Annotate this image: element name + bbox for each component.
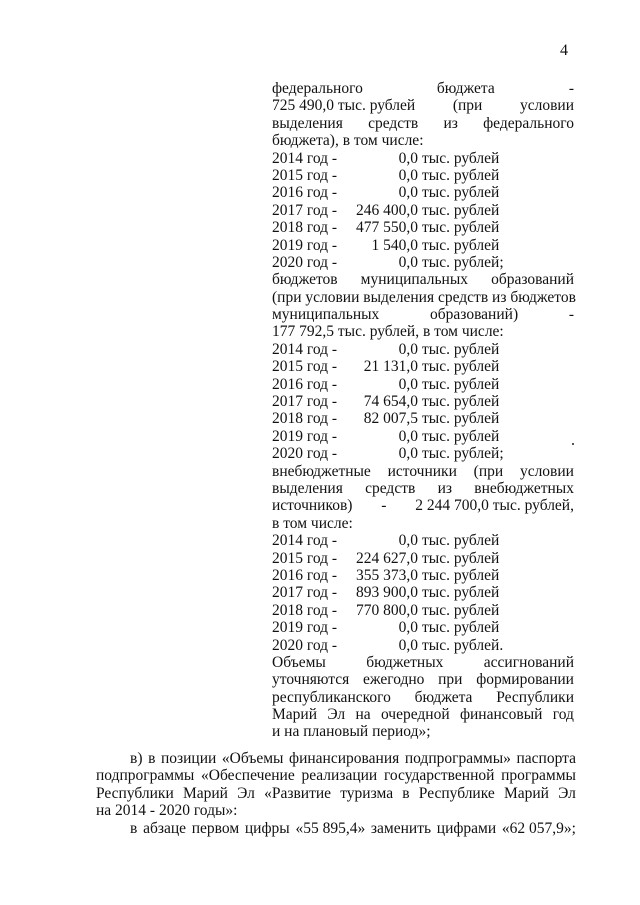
amount-unit: тыс. рублей xyxy=(422,201,500,219)
extrabudget-condition-line-word: внебюджетных xyxy=(474,479,574,497)
volumes-note-line-word: ассигнований xyxy=(483,653,574,671)
amount-value: 0,0 xyxy=(398,184,418,202)
amendment-v-line-word: государственной xyxy=(383,767,495,785)
volumes-note-line-word: ежегодно xyxy=(362,671,425,689)
amount-unit: тыс. рублей xyxy=(422,236,500,254)
year-label: 2019 год - xyxy=(272,236,338,254)
federal-condition-line xyxy=(272,115,574,132)
amount-value: 21 131,0 xyxy=(363,358,418,376)
amendment-figures-line-word: абзаце xyxy=(143,819,187,837)
amendment-v-line-word: Республики xyxy=(96,784,174,802)
amendment-figures-line xyxy=(96,820,576,837)
municipal-formation-line-word: - xyxy=(568,306,574,324)
amendment-v-line-word: туризма xyxy=(340,784,394,802)
municipal-year-row xyxy=(272,428,574,445)
volumes-note-line-word: финансовый xyxy=(459,706,543,724)
amendment-v-line-word: финансирования xyxy=(289,750,400,767)
amendment-v-line-word: Эл xyxy=(558,784,576,802)
extrabudget-total-line-word: 2 244 700,0 тыс. рублей, xyxy=(415,497,574,515)
amount-unit: тыс. рублей xyxy=(422,619,500,637)
federal-total-line-word: (при xyxy=(452,97,483,115)
amendment-v-line-word: «Обеспечение xyxy=(201,767,295,785)
extrabudget-sources-line xyxy=(272,463,574,480)
amount-value: 224 627,0 xyxy=(356,549,418,567)
extrabudget-year-row xyxy=(272,532,574,549)
amount-unit: тыс. рублей xyxy=(422,427,500,445)
municipal-formation-line-word: муниципальных xyxy=(272,306,380,324)
municipal-year-row xyxy=(272,358,574,375)
amount-unit: тыс. рублей xyxy=(422,219,500,237)
municipal-budget-line-word: бюджетов xyxy=(272,271,338,289)
amount-unit: тыс. рублей xyxy=(422,532,500,550)
year-label: 2015 год - xyxy=(272,358,338,376)
year-label: 2014 год - xyxy=(272,532,338,550)
municipal-budget-line-word: муниципальных xyxy=(360,271,468,289)
amount-value: 82 007,5 xyxy=(363,410,418,428)
volumes-note-line-word: очередной xyxy=(380,706,450,724)
year-label: 2019 год - xyxy=(272,427,338,445)
federal-condition-line-word: из xyxy=(443,114,458,132)
year-label: 2020 год - xyxy=(272,253,338,271)
amendment-v-line-word: Марий xyxy=(182,784,228,802)
extrabudget-sources-line-word: источники xyxy=(387,462,457,480)
federal-total-line-word: условии xyxy=(519,97,574,115)
municipal-formation-line-word: образований) xyxy=(430,306,519,324)
amount-unit: тыс. рублей xyxy=(422,358,500,376)
page-number: 4 xyxy=(560,42,568,59)
extrabudget-year-row xyxy=(272,602,574,619)
municipal-year-row xyxy=(272,410,574,427)
volumes-note-line-word: Эл xyxy=(327,706,346,724)
federal-budget-line-word: бюджета xyxy=(436,80,495,97)
year-label: 2016 год - xyxy=(272,375,338,393)
amount-value: 0,0 xyxy=(398,427,418,445)
year-label: 2018 год - xyxy=(272,601,338,619)
amount-value: 0,0 xyxy=(398,166,418,184)
amount-unit: тыс. рублей xyxy=(422,393,500,411)
extrabudget-condition-line-word: выделения xyxy=(272,479,343,497)
amendment-v-line-word: реализации xyxy=(301,767,378,785)
amount-value: 0,0 xyxy=(398,149,418,167)
federal-budget-line-word: федерального xyxy=(272,80,363,97)
amount-value: 0,0 xyxy=(398,619,418,637)
amendment-body xyxy=(96,750,576,837)
extrabudget-sources-line-word: (при xyxy=(473,462,504,480)
extrabudget-year-row xyxy=(272,550,574,567)
extrabudget-sources-line-word: внебюджетные xyxy=(272,462,371,480)
federal-year-row xyxy=(272,150,574,167)
amount-unit: тыс. рублей xyxy=(422,566,500,584)
year-label: 2016 год - xyxy=(272,184,338,202)
year-label: 2017 год - xyxy=(272,393,338,411)
municipal-condition-line: (при условии выделения средств из бюджетов xyxy=(272,288,576,306)
amendment-v-line: на 2014 - 2020 годы»: xyxy=(96,802,238,820)
amount-value: 893 900,0 xyxy=(356,584,418,602)
amendment-figures-line-word: «55 895,4» xyxy=(295,819,366,837)
financing-column xyxy=(272,80,574,741)
amendment-v-line-word: подпрограммы xyxy=(96,767,195,785)
amendment-v-line-word: «Объемы xyxy=(221,750,284,767)
amount-unit: тыс. рублей xyxy=(422,584,500,602)
amount-value: 477 550,0 xyxy=(356,219,418,237)
municipal-year-row xyxy=(272,445,574,462)
year-label: 2014 год - xyxy=(272,149,338,167)
extrabudget-total-line xyxy=(272,497,574,514)
year-label: 2015 год - xyxy=(272,549,338,567)
municipal-total-line: 177 792,5 тыс. рублей, в том числе: xyxy=(272,323,504,341)
amendment-v-line xyxy=(96,767,576,784)
federal-year-row xyxy=(272,219,574,236)
extrabudget-total-line-word: источников) xyxy=(272,497,353,515)
year-label: 2020 год - xyxy=(272,636,338,654)
amendment-v-line xyxy=(96,785,576,802)
amount-unit: тыс. рублей; xyxy=(422,445,504,463)
extrabudget-year-row xyxy=(272,567,574,584)
amount-value: 74 654,0 xyxy=(363,393,418,411)
amendment-figures-line-word: первом xyxy=(191,819,240,837)
amount-value: 0,0 xyxy=(398,445,418,463)
federal-including-line: бюджета), в том числе: xyxy=(272,132,424,150)
amount-unit: тыс. рублей xyxy=(422,549,500,567)
volumes-note-line-word: Марий xyxy=(272,706,318,724)
municipal-year-row xyxy=(272,376,574,393)
federal-condition-line-word: федерального xyxy=(483,114,574,132)
amount-value: 0,0 xyxy=(398,340,418,358)
year-label: 2020 год - xyxy=(272,445,338,463)
amount-unit: тыс. рублей xyxy=(422,149,500,167)
amount-value: 0,0 xyxy=(398,375,418,393)
volumes-note-line-word: формировании xyxy=(476,671,574,689)
amendment-figures-line-word: «62 057,9»; xyxy=(501,819,576,837)
federal-year-row xyxy=(272,202,574,219)
amendment-figures-line-word: цифры xyxy=(244,819,290,837)
volumes-note-line-word: на xyxy=(355,706,371,724)
year-label: 2017 год - xyxy=(272,584,338,602)
year-label: 2018 год - xyxy=(272,410,338,428)
federal-condition-line-word: выделения xyxy=(272,114,343,132)
volumes-note-line xyxy=(272,689,574,706)
volumes-note-line-word: уточняются xyxy=(272,671,350,689)
year-label: 2016 год - xyxy=(272,566,338,584)
year-label: 2015 год - xyxy=(272,166,338,184)
volumes-note-line-word: республиканского xyxy=(272,688,391,706)
extrabudget-year-row xyxy=(272,637,574,654)
extrabudget-year-row xyxy=(272,619,574,636)
amount-unit: тыс. рублей xyxy=(422,184,500,202)
volumes-note-line xyxy=(272,671,574,688)
amendment-v-line-word: в) xyxy=(130,750,143,767)
amount-unit: тыс. рублей. xyxy=(422,636,504,654)
municipal-formation-line xyxy=(272,306,574,323)
municipal-budget-line xyxy=(272,271,574,288)
volumes-note-line-word: Республики xyxy=(496,688,574,706)
extrabudget-year-row xyxy=(272,584,574,601)
volumes-note-line: и на плановый период»; xyxy=(272,723,431,741)
amendment-v-line-word: Эл xyxy=(237,784,255,802)
amendment-v-line-word: паспорта xyxy=(516,750,576,767)
federal-condition-line-word: средств xyxy=(368,114,419,132)
amount-value: 0,0 xyxy=(398,532,418,550)
amount-value: 355 373,0 xyxy=(356,566,418,584)
extrabudget-sources-line-word: условии xyxy=(519,462,574,480)
federal-total-line xyxy=(272,97,574,114)
amount-unit: тыс. рублей xyxy=(422,601,500,619)
amendment-v-line-word: подпрограммы» xyxy=(404,750,511,767)
amendment-v-line-word: Республике xyxy=(418,784,495,802)
amendment-figures-line-word: заменить xyxy=(370,819,432,837)
extrabudget-including-line: в том числе: xyxy=(272,514,353,532)
federal-total-line-word: 725 490,0 тыс. рублей xyxy=(272,97,416,115)
year-label: 2018 год - xyxy=(272,219,338,237)
federal-year-row xyxy=(272,184,574,201)
volumes-note-line xyxy=(272,706,574,723)
federal-year-row xyxy=(272,167,574,184)
extrabudget-total-line-word: - xyxy=(381,497,387,515)
volumes-note-line-word: Объемы xyxy=(272,653,326,671)
extrabudget-condition-line-word: из xyxy=(437,479,452,497)
extrabudget-condition-line-word: средств xyxy=(365,479,416,497)
federal-year-row xyxy=(272,237,574,254)
scan-speck xyxy=(572,443,574,445)
amount-unit: тыс. рублей; xyxy=(422,253,504,271)
amendment-v-line-word: Марий xyxy=(503,784,549,802)
municipal-budget-line-word: образований xyxy=(491,271,574,289)
municipal-year-row xyxy=(272,393,574,410)
amendment-v-line-word: программы xyxy=(501,767,576,785)
municipal-year-row xyxy=(272,341,574,358)
amendment-figures-line-word: в xyxy=(130,819,138,837)
amount-value: 1 540,0 xyxy=(371,236,418,254)
year-label: 2019 год - xyxy=(272,619,338,637)
amendment-v-line-word: в xyxy=(402,784,410,802)
volumes-note-line-word: бюджета xyxy=(414,688,473,706)
amount-value: 770 800,0 xyxy=(356,601,418,619)
amount-unit: тыс. рублей xyxy=(422,410,500,428)
amount-unit: тыс. рублей xyxy=(422,340,500,358)
amendment-figures-line-word: цифрами xyxy=(436,819,497,837)
federal-budget-line-word: - xyxy=(568,80,574,97)
volumes-note-line-word: год xyxy=(552,706,574,724)
federal-budget-line xyxy=(272,80,574,97)
volumes-note-line-word: при xyxy=(438,671,463,689)
amendment-v-line xyxy=(96,750,576,767)
year-label: 2014 год - xyxy=(272,340,338,358)
volumes-note-line xyxy=(272,654,574,671)
amendment-v-line-word: в xyxy=(148,750,156,767)
amount-unit: тыс. рублей xyxy=(422,166,500,184)
volumes-note-line-word: бюджетных xyxy=(366,653,444,671)
year-label: 2017 год - xyxy=(272,201,338,219)
extrabudget-condition-line xyxy=(272,480,574,497)
amendment-v-line-word: позиции xyxy=(160,750,217,767)
amendment-v-line-word: «Развитие xyxy=(264,784,332,802)
amount-value: 246 400,0 xyxy=(356,201,418,219)
federal-year-row xyxy=(272,254,574,271)
amount-value: 0,0 xyxy=(398,253,418,271)
amount-value: 0,0 xyxy=(398,636,418,654)
amount-unit: тыс. рублей xyxy=(422,375,500,393)
